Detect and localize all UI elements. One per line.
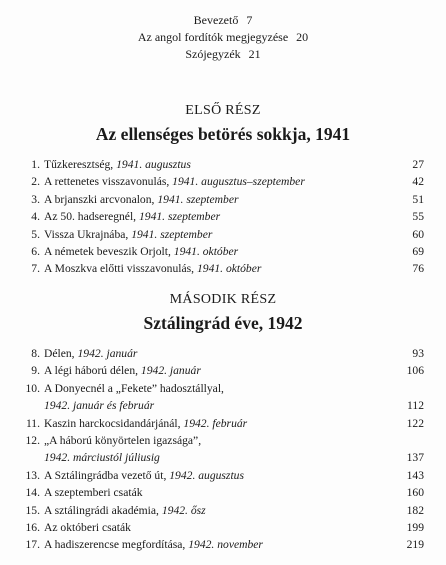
- chapter-text: Tűzkeresztség,: [44, 158, 114, 171]
- toc-entry: [18, 345, 424, 362]
- front-entry-translators-note: [0, 29, 446, 46]
- chapter-title: A Donyecnél a „Fekete” hadosztállyal,: [44, 381, 224, 395]
- chapter-date: 1941. szeptember: [157, 192, 239, 206]
- chapter-title: „A háború könyörtelen igazsága”,: [44, 433, 202, 447]
- toc-entry: [18, 243, 424, 260]
- entry-title: Az angol fordítók megjegyzése: [137, 30, 289, 44]
- chapter-number: 8.: [31, 347, 40, 360]
- chapter-text: A Moszkva előtti visszavonulás,: [44, 262, 195, 276]
- chapter-page: 122: [406, 416, 424, 430]
- chapter-date: 1941. október: [196, 262, 262, 276]
- chapter-number: 11.: [25, 416, 40, 430]
- toc-entry: [18, 362, 424, 379]
- chapter-title: [44, 415, 247, 432]
- entry-page: 20: [296, 30, 309, 44]
- chapter-date: 1941. augusztus: [116, 158, 191, 171]
- chapter-title: [44, 191, 239, 208]
- chapter-number: 16.: [25, 520, 40, 534]
- toc-entry: [18, 156, 424, 173]
- chapter-number: 4.: [31, 210, 40, 224]
- toc-entry: [18, 484, 424, 501]
- chapter-title: [44, 156, 191, 173]
- entry-title: Szójegyzék: [185, 47, 241, 61]
- chapter-title: Az októberi csaták: [44, 520, 131, 534]
- chapter-date: 1942. augusztus: [169, 468, 244, 482]
- chapter-title: [44, 536, 263, 553]
- chapter-date: 1941. augusztus–szeptember: [172, 175, 305, 189]
- chapter-number: 7.: [31, 262, 40, 276]
- toc-entry: [18, 432, 424, 449]
- chapter-title: [44, 173, 305, 190]
- toc-entry: [18, 519, 424, 536]
- chapter-title: [44, 362, 201, 379]
- chapter-title: [44, 260, 261, 277]
- chapter-date: 1942. ősz: [161, 503, 206, 517]
- toc-entry: [18, 536, 424, 553]
- chapter-number: 3.: [31, 192, 40, 206]
- chapter-number: 13.: [25, 468, 40, 482]
- chapter-text: A rettenetes visszavonulás,: [44, 175, 170, 189]
- entry-page: 7: [246, 13, 253, 27]
- chapter-text: Délen,: [44, 347, 75, 360]
- chapter-page: 160: [406, 486, 424, 500]
- chapter-text: Vissza Ukrajnába,: [44, 227, 129, 241]
- chapter-date: 1941. szeptember: [131, 227, 213, 241]
- toc-entry: [18, 260, 424, 277]
- toc-entry: [18, 173, 424, 190]
- toc-entry: [18, 191, 424, 208]
- toc-entry: [18, 415, 424, 432]
- front-matter: [0, 12, 446, 63]
- entry-page: 21: [248, 47, 261, 61]
- chapter-page: 42: [412, 175, 424, 189]
- chapter-date: 1941. október: [173, 244, 239, 258]
- chapter-title: [44, 467, 244, 484]
- toc-entry: [18, 467, 424, 484]
- chapter-date: 1942. márciustól júliusig: [44, 451, 160, 465]
- toc-entry-continuation: [18, 449, 424, 466]
- chapter-text: A sztálingrádi akadémia,: [44, 503, 159, 517]
- chapter-page: 219: [406, 538, 424, 552]
- chapter-text: A Sztálingrádba vezető út,: [44, 468, 167, 482]
- chapter-number: 14.: [25, 486, 40, 500]
- chapter-number: 9.: [31, 364, 40, 378]
- chapter-title: [44, 226, 212, 243]
- chapter-page: 60: [412, 227, 424, 241]
- front-entry-intro: [0, 12, 446, 29]
- chapter-title: [44, 208, 220, 225]
- chapter-page: 27: [412, 158, 424, 171]
- toc-entry: [18, 380, 424, 397]
- chapter-date: 1942. január: [140, 364, 201, 378]
- chapter-number: 15.: [25, 503, 40, 517]
- chapter-number: 10.: [25, 381, 40, 395]
- chapter-number: 1.: [31, 158, 40, 171]
- chapter-page: 55: [412, 210, 424, 224]
- chapter-page: 143: [406, 468, 424, 482]
- chapter-text: A németek beveszik Orjolt,: [44, 244, 171, 258]
- toc-entry: [18, 208, 424, 225]
- chapter-title: [44, 502, 206, 519]
- part-two-title: Sztálingrád éve, 1942: [143, 313, 303, 333]
- chapter-title: [44, 345, 137, 362]
- chapter-page: 51: [412, 192, 424, 206]
- chapter-number: 6.: [31, 244, 40, 258]
- chapter-date: 1941. szeptember: [138, 210, 221, 224]
- chapter-text: A légi háború délen,: [44, 364, 139, 378]
- chapter-page: 106: [406, 364, 424, 378]
- part-one-toc: [18, 156, 424, 278]
- chapter-number: 12.: [25, 433, 40, 447]
- chapter-number: 5.: [31, 227, 40, 241]
- part-two-label: MÁSODIK RÉSZ: [169, 292, 277, 307]
- chapter-page: 137: [406, 451, 424, 465]
- chapter-number: 17.: [25, 538, 40, 552]
- chapter-text: A hadiszerencse megfordítása,: [44, 538, 186, 552]
- chapter-date: 1942. január: [77, 347, 138, 360]
- chapter-page: 76: [412, 262, 424, 276]
- chapter-page: 199: [406, 520, 424, 534]
- part-one-label: ELSŐ RÉSZ: [185, 103, 261, 118]
- chapter-page: 93: [412, 347, 424, 360]
- chapter-page: 69: [412, 244, 424, 258]
- chapter-text: Az 50. hadseregnél,: [44, 210, 137, 224]
- part-one-title: Az ellenséges betörés sokkja, 1941: [95, 124, 351, 144]
- chapter-date: 1942. január és február: [44, 399, 155, 413]
- chapter-number: 2.: [31, 175, 40, 189]
- chapter-text: Kaszin harckocsidandárjánál,: [44, 416, 181, 430]
- front-entry-glossary: [0, 46, 446, 63]
- chapter-date: 1942. november: [188, 538, 263, 552]
- entry-title: Bevezető: [193, 13, 239, 27]
- chapter-title: [44, 243, 238, 260]
- chapter-page: 112: [407, 399, 424, 413]
- part-two-toc: [18, 345, 424, 554]
- chapter-date: 1942. február: [183, 416, 248, 430]
- chapter-title: A szeptemberi csaták: [44, 486, 143, 500]
- toc-entry: [18, 226, 424, 243]
- toc-entry: [18, 502, 424, 519]
- toc-entry-continuation: [18, 397, 424, 414]
- chapter-page: 182: [406, 503, 424, 517]
- chapter-text: A brjanszki arcvonalon,: [44, 192, 155, 206]
